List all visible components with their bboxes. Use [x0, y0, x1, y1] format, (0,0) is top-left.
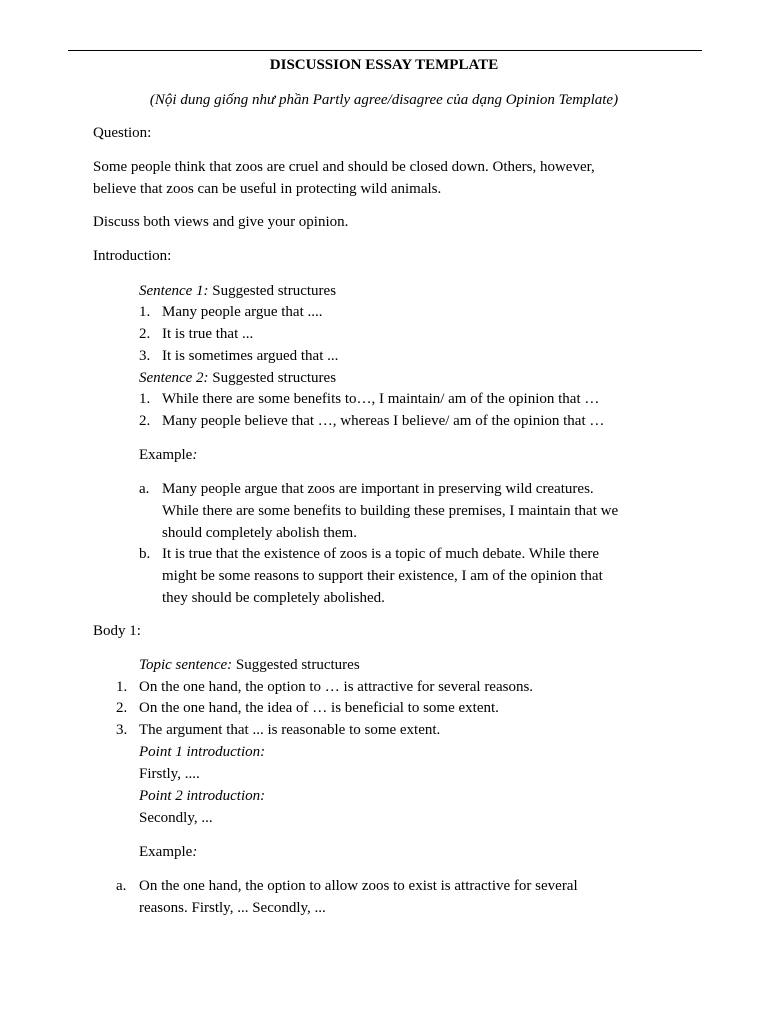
body1-example-label: Example [139, 844, 193, 860]
topic-sentence-heading [139, 656, 360, 675]
document-title: DISCUSSION ESSAY TEMPLATE [269, 57, 499, 73]
introduction-label: Introduction: [93, 248, 172, 264]
intro-example-a-letter: a. [139, 481, 150, 497]
intro-s1-item-2: It is true that ... [162, 326, 254, 342]
intro-s1-num-3: 3. [139, 348, 151, 364]
intro-s1-num-1: 1. [139, 304, 151, 320]
question-text-line2: believe that zoos can be useful in protecting wild animals. [93, 181, 442, 197]
sentence1-label: Sentence 1: [139, 283, 209, 299]
point2-label [139, 787, 265, 806]
body1-example-colon: : [192, 844, 198, 860]
document-subtitle: (Nội dung giống như phần Partly agree/disagree của dạng Opinion Template) [149, 92, 619, 108]
intro-example-label: Example [139, 447, 193, 463]
question-text-line1: Some people think that zoos are cruel and should be closed down. Others, however, [93, 159, 595, 175]
point1-label-text: Point 1 introduction: [139, 744, 266, 760]
sentence1-tail: Suggested structures [208, 283, 337, 299]
body1-example-a-line2: reasons. Firstly, ... Secondly, ... [139, 900, 326, 916]
point2-text: Secondly, ... [139, 810, 213, 826]
intro-s1-item-1: Many people argue that .... [162, 304, 323, 320]
question-instruction: Discuss both views and give your opinion. [93, 214, 349, 230]
sentence2-tail: Suggested structures [208, 370, 337, 386]
intro-example-b-line2: might be some reasons to support their existence, I am of the opinion that [162, 568, 603, 584]
point2-label-text: Point 2 introduction: [139, 788, 266, 804]
body1-item-2: On the one hand, the idea of … is beneficial to some extent. [139, 700, 499, 716]
intro-example-a-line3: should completely abolish them. [162, 525, 357, 541]
topic-sentence-label: Topic sentence: [139, 657, 233, 673]
body1-example-a-letter: a. [116, 878, 127, 894]
body1-example-heading [139, 843, 197, 862]
intro-s1-num-2: 2. [139, 326, 151, 342]
intro-s2-item-2: Many people believe that …, whereas I believe/ am of the opinion that … [162, 413, 605, 429]
intro-s2-num-1: 1. [139, 391, 151, 407]
body1-example-a-line1: On the one hand, the option to allow zoos to exist is attractive for several [139, 878, 578, 894]
intro-example-b-line1: It is true that the existence of zoos is a topic of much debate. While there [162, 546, 600, 562]
body1-num-2: 2. [116, 700, 128, 716]
intro-s2-item-1: While there are some benefits to…, I maintain/ am of the opinion that … [162, 391, 600, 407]
sentence2-label: Sentence 2: [139, 370, 209, 386]
sentence2-heading [139, 369, 336, 388]
intro-s2-num-2: 2. [139, 413, 151, 429]
body1-num-1: 1. [116, 679, 128, 695]
intro-example-b-line3: they should be completely abolished. [162, 590, 385, 606]
point1-text: Firstly, .... [139, 766, 200, 782]
top-rule [68, 50, 702, 51]
intro-example-a-line2: While there are some benefits to building these premises, I maintain that we [162, 503, 619, 519]
intro-example-b-letter: b. [139, 546, 151, 562]
body1-item-1: On the one hand, the option to … is attractive for several reasons. [139, 679, 534, 695]
sentence1-heading [139, 282, 336, 301]
question-label: Question: [93, 125, 152, 141]
intro-example-colon: : [192, 447, 198, 463]
intro-s1-item-3: It is sometimes argued that ... [162, 348, 339, 364]
body1-num-3: 3. [116, 722, 128, 738]
intro-example-a-line1: Many people argue that zoos are important in preserving wild creatures. [162, 481, 594, 497]
point1-label [139, 743, 265, 762]
body1-item-3: The argument that ... is reasonable to some extent. [139, 722, 441, 738]
topic-sentence-tail: Suggested structures [232, 657, 360, 673]
body1-label: Body 1: [93, 623, 141, 639]
intro-example-heading [139, 446, 197, 465]
